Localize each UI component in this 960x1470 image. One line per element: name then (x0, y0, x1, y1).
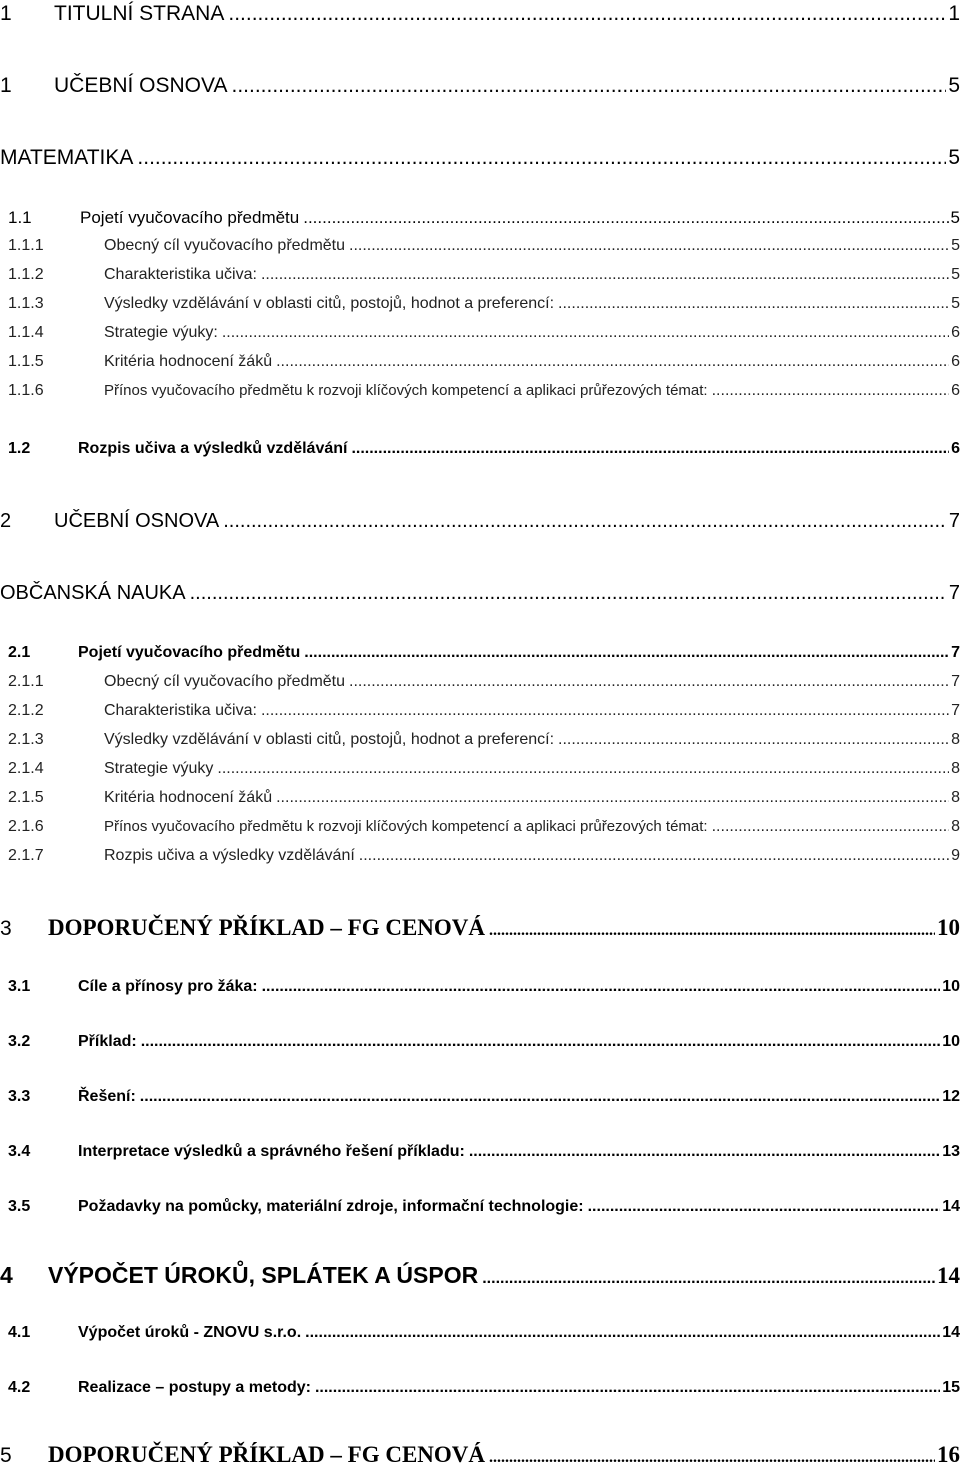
toc-entry-ucebni-osnova-2[interactable] (0, 510, 960, 533)
toc-leader-dots (558, 295, 949, 313)
toc-page-number: 14 (942, 1198, 960, 1215)
toc-leader-dots (231, 74, 946, 98)
toc-page-number: 7 (951, 673, 960, 690)
toc-page-number: 5 (950, 208, 960, 227)
toc-leader-dots (489, 922, 935, 940)
toc-leader-dots (712, 818, 949, 836)
toc-page-number: 7 (948, 510, 960, 532)
toc-leader-dots (351, 440, 949, 458)
toc-entry-3-5[interactable] (0, 1198, 960, 1216)
toc-entry-doporuceny-priklad-5[interactable] (0, 1442, 960, 1468)
toc-leader-dots (303, 208, 948, 228)
toc-leader-dots (304, 644, 949, 662)
toc-entry-vypocet-uroku[interactable] (0, 1262, 960, 1289)
toc-page-number: 14 (942, 1324, 960, 1341)
toc-title: Řešení: (78, 1088, 136, 1105)
toc-number: 1.1.6 (8, 382, 44, 399)
toc-number: 1.1 (8, 208, 32, 227)
toc-entry-1-1-5[interactable] (0, 353, 960, 371)
toc-page-number: 6 (951, 353, 960, 370)
toc-number: 3.1 (8, 978, 31, 995)
toc-title: MATEMATIKA (0, 146, 134, 169)
toc-entry-2-1-2[interactable] (0, 702, 960, 720)
toc-page-number: 12 (942, 1088, 960, 1105)
toc-leader-dots (261, 702, 949, 720)
toc-number: 3.2 (8, 1033, 31, 1050)
toc-entry-ucebni-osnova-1[interactable] (0, 74, 960, 98)
toc-page-number: 5 (951, 237, 960, 254)
toc-entry-2-1-6[interactable] (0, 818, 960, 836)
toc-title: VÝPOČET ÚROKŮ, SPLÁTEK A ÚSPOR (48, 1262, 479, 1288)
toc-leader-dots (305, 1324, 940, 1342)
toc-entry-3-3[interactable] (0, 1088, 960, 1106)
toc-leader-dots (140, 1088, 940, 1106)
toc-page-number: 14 (937, 1263, 960, 1288)
toc-number: 1.2 (8, 440, 31, 457)
toc-title: Kritéria hodnocení žáků (104, 353, 273, 370)
toc-leader-dots (276, 353, 949, 371)
toc-entry-4-1[interactable] (0, 1324, 960, 1342)
toc-number: 4.2 (8, 1379, 31, 1396)
toc-number: 1.1.4 (8, 324, 44, 341)
toc-leader-dots (222, 324, 949, 342)
toc-entry-1-2[interactable] (0, 440, 960, 458)
toc-entry-1-1-1[interactable] (0, 237, 960, 255)
toc-number: 2.1 (8, 644, 31, 661)
toc-entry-1-1-3[interactable] (0, 295, 960, 313)
toc-entry-obcanska-nauka[interactable] (0, 582, 960, 605)
toc-leader-dots (141, 1033, 941, 1051)
toc-number: 2 (0, 510, 12, 532)
toc-entry-3-4[interactable] (0, 1143, 960, 1161)
toc-number: 5 (0, 1444, 12, 1467)
toc-leader-dots (228, 2, 946, 26)
toc-number: 2.1.6 (8, 818, 44, 835)
toc-number: 1.1.5 (8, 353, 44, 370)
toc-entry-1-1[interactable] (0, 208, 960, 228)
toc-entry-doporuceny-priklad-3[interactable] (0, 915, 960, 941)
toc-leader-dots (315, 1379, 940, 1397)
toc-entry-1-1-6[interactable] (0, 382, 960, 400)
toc-entry-3-1[interactable] (0, 978, 960, 996)
toc-entry-2-1-3[interactable] (0, 731, 960, 749)
toc-page-number: 7 (948, 582, 960, 604)
toc-page-number: 9 (951, 847, 960, 864)
toc-title: Pojetí vyučovacího předmětu (80, 208, 300, 227)
toc-page-number: 6 (951, 324, 960, 341)
toc-number: 2.1.1 (8, 673, 44, 690)
toc-entry-titulni-strana[interactable] (0, 2, 960, 26)
toc-title: Charakteristika učiva: (104, 266, 257, 283)
toc-number: 1.1.3 (8, 295, 44, 312)
toc-title: Přínos vyučovacího předmětu k rozvoji klíčových kompetencí a aplikaci průřezových témat: (104, 818, 708, 835)
toc-leader-dots (712, 382, 949, 400)
toc-title: Charakteristika učiva: (104, 702, 257, 719)
toc-title: OBČANSKÁ NAUKA (0, 582, 186, 604)
toc-number: 3.3 (8, 1088, 31, 1105)
toc-title: Požadavky na pomůcky, materiální zdroje, informační technologie: (78, 1198, 584, 1215)
toc-title: UČEBNÍ OSNOVA (54, 74, 228, 97)
toc-page-number: 8 (951, 789, 960, 806)
toc-leader-dots (359, 847, 949, 865)
toc-entry-2-1-1[interactable] (0, 673, 960, 691)
toc-title: Strategie výuky (104, 760, 214, 777)
toc-number: 4 (0, 1262, 13, 1288)
toc-title: DOPORUČENÝ PŘÍKLAD – FG CENOVÁ (48, 1442, 485, 1467)
toc-title: Výsledky vzdělávání v oblasti citů, postojů, hodnot a preferencí: (104, 295, 555, 312)
toc-page-number: 7 (951, 644, 960, 661)
toc-title: Interpretace výsledků a správného řešení příkladu: (78, 1143, 465, 1160)
toc-title: Strategie výuky: (104, 324, 218, 341)
toc-page-number: 10 (942, 978, 960, 995)
toc-entry-1-1-4[interactable] (0, 324, 960, 342)
toc-entry-2-1-5[interactable] (0, 789, 960, 807)
toc-title: Kritéria hodnocení žáků (104, 789, 273, 806)
toc-title: Pojetí vyučovacího předmětu (78, 644, 301, 661)
toc-page-number: 7 (951, 702, 960, 719)
toc-leader-dots (349, 237, 949, 255)
toc-entry-2-1-4[interactable] (0, 760, 960, 778)
toc-leader-dots (276, 789, 949, 807)
toc-title: Přínos vyučovacího předmětu k rozvoji klíčových kompetencí a aplikaci průřezových témat: (104, 382, 708, 399)
toc-number: 3 (0, 917, 12, 940)
toc-leader-dots (262, 978, 941, 996)
toc-page-number: 13 (942, 1143, 960, 1160)
toc-title: Výsledky vzdělávání v oblasti citů, postojů, hodnot a preferencí: (104, 731, 555, 748)
toc-entry-matematika[interactable] (0, 146, 960, 170)
toc-page-number: 6 (951, 382, 960, 399)
toc-leader-dots (261, 266, 949, 284)
toc-leader-dots (223, 510, 947, 533)
toc-page-number: 5 (951, 266, 960, 283)
toc-title: Cíle a přínosy pro žáka: (78, 978, 258, 995)
toc-leader-dots (588, 1198, 941, 1216)
toc-number: 1 (0, 2, 12, 25)
toc-leader-dots (489, 1449, 935, 1467)
toc-page-number: 10 (942, 1033, 960, 1050)
toc-title: Obecný cíl vyučovacího předmětu (104, 237, 346, 254)
toc-page-number: 8 (951, 731, 960, 748)
toc-leader-dots (217, 760, 949, 778)
toc-page-number: 16 (937, 1442, 960, 1467)
toc-page-number: 5 (948, 146, 960, 169)
toc-page-number: 1 (948, 2, 960, 25)
toc-number: 4.1 (8, 1324, 31, 1341)
toc-number: 3.5 (8, 1198, 31, 1215)
toc-entry-4-2[interactable] (0, 1379, 960, 1397)
toc-leader-dots (469, 1143, 940, 1161)
toc-number: 2.1.2 (8, 702, 44, 719)
toc-number: 1 (0, 74, 12, 97)
toc-title: Obecný cíl vyučovacího předmětu (104, 673, 346, 690)
toc-page-number: 5 (951, 295, 960, 312)
toc-leader-dots (190, 582, 947, 605)
toc-page-number: 15 (942, 1379, 960, 1396)
toc-leader-dots (482, 1270, 935, 1288)
toc-entry-2-1[interactable] (0, 644, 960, 662)
toc-page-number: 5 (948, 74, 960, 97)
toc-title: Příklad: (78, 1033, 137, 1050)
toc-leader-dots (349, 673, 949, 691)
toc-number: 2.1.4 (8, 760, 44, 777)
toc-title: TITULNÍ STRANA (54, 2, 225, 25)
toc-number: 1.1.1 (8, 237, 44, 254)
toc-page-number: 8 (951, 760, 960, 777)
toc-title: Rozpis učiva a výsledků vzdělávání (78, 440, 348, 457)
toc-leader-dots (558, 731, 949, 749)
toc-entry-2-1-7[interactable] (0, 847, 960, 865)
toc-page-number: 8 (951, 818, 960, 835)
toc-page-number: 6 (951, 440, 960, 457)
toc-leader-dots (137, 146, 946, 170)
toc-number: 2.1.3 (8, 731, 44, 748)
toc-entry-3-2[interactable] (0, 1033, 960, 1051)
toc-title: UČEBNÍ OSNOVA (54, 510, 220, 532)
toc-page-number: 10 (937, 915, 960, 940)
toc-number: 2.1.5 (8, 789, 44, 806)
toc-title: Realizace – postupy a metody: (78, 1379, 311, 1396)
toc-number: 2.1.7 (8, 847, 44, 864)
toc-entry-1-1-2[interactable] (0, 266, 960, 284)
toc-number: 1.1.2 (8, 266, 44, 283)
toc-title: Rozpis učiva a výsledky vzdělávání (104, 847, 355, 864)
toc-title: DOPORUČENÝ PŘÍKLAD – FG CENOVÁ (48, 915, 485, 940)
toc-number: 3.4 (8, 1143, 31, 1160)
toc-title: Výpočet úroků - ZNOVU s.r.o. (78, 1324, 302, 1341)
